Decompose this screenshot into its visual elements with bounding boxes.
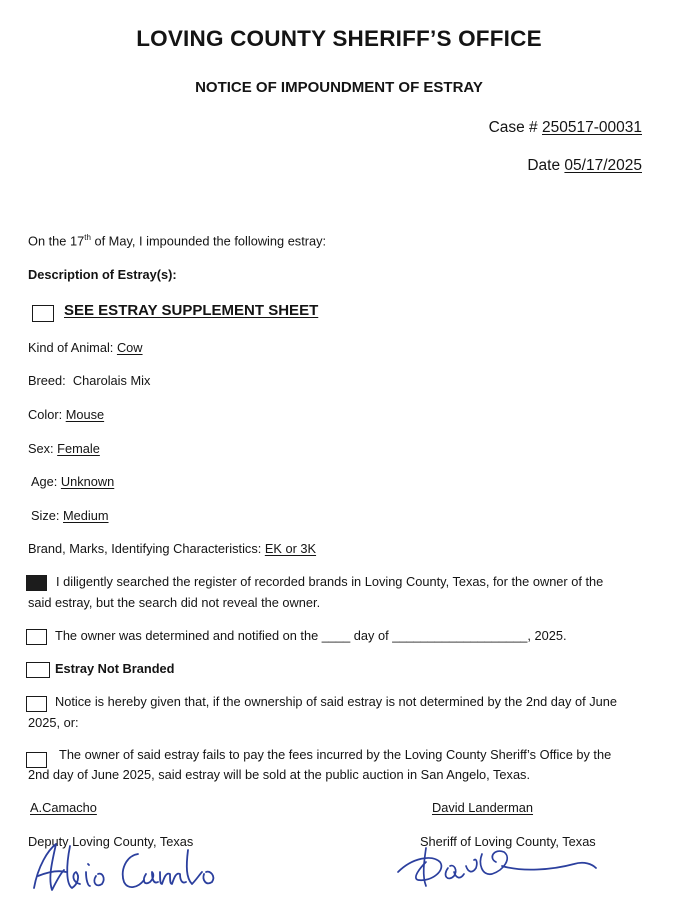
brand-marks <box>28 541 316 556</box>
sheriff-signature <box>392 828 602 896</box>
sex <box>28 441 100 456</box>
deputy-signature <box>26 826 226 906</box>
color-value: Mouse <box>65 407 105 422</box>
breed <box>28 373 150 388</box>
intro-line <box>28 233 326 248</box>
owner-found-text: The owner was determined and notified on the ____ day of ___________________, 2025. <box>55 628 567 643</box>
deputy-name: A.Camacho <box>30 800 97 815</box>
supplement-checkbox[interactable] <box>32 305 54 322</box>
not-branded-text: Estray Not Branded <box>55 661 175 676</box>
brand-value: EK or 3K <box>264 541 317 556</box>
intro-sup: th <box>84 233 91 242</box>
size-label: Size: <box>31 508 60 523</box>
sex-label: Sex: <box>28 441 54 456</box>
sex-value: Female <box>57 441 100 456</box>
color-label: Color: <box>28 407 63 422</box>
case-number-line <box>489 119 642 137</box>
fees-line2: 2nd day of June 2025, said estray will be sold at the public auction in San Angelo, Texas. <box>28 767 531 782</box>
intro-suffix: of May, I impounded the following estray: <box>90 233 327 249</box>
office-title: LOVING COUNTY SHERIFF’S OFFICE <box>136 26 542 51</box>
kind-value: Cow <box>116 340 143 355</box>
owner-found-checkbox[interactable] <box>26 629 47 645</box>
fees-checkbox[interactable] <box>26 752 47 768</box>
sheriff-title: Sheriff of Loving County, Texas <box>420 834 596 849</box>
age <box>31 474 114 489</box>
notice-title: NOTICE OF IMPOUNDMENT OF ESTRAY <box>195 79 483 96</box>
date-line <box>527 157 642 175</box>
searched-line2: said estray, but the search did not reveal the owner. <box>28 595 321 610</box>
color <box>28 407 104 422</box>
intro-prefix: On the 17 <box>28 233 85 249</box>
notice-line2: 2025, or: <box>28 715 79 730</box>
sheriff-name: David Landerman <box>432 800 534 815</box>
case-label: Case # <box>488 119 538 136</box>
age-value: Unknown <box>60 474 115 489</box>
size-value: Medium <box>63 508 109 523</box>
kind-of-animal <box>28 340 143 355</box>
notice-line1: Notice is hereby given that, if the ownership of said estray is not determined by the 2nd day of June <box>55 694 617 709</box>
breed-value: Charolais Mix <box>72 373 151 388</box>
brand-label: Brand, Marks, Identifying Characteristics: <box>28 541 262 556</box>
kind-label: Kind of Animal: <box>28 340 114 355</box>
date-label: Date <box>527 157 561 174</box>
size <box>31 508 109 523</box>
not-branded-checkbox[interactable] <box>26 662 50 678</box>
date-value: 05/17/2025 <box>564 157 642 174</box>
age-label: Age: <box>31 474 58 489</box>
fees-line1: The owner of said estray fails to pay the fees incurred by the Loving County Sheriff’s Office by the <box>59 747 612 762</box>
case-number: 250517-00031 <box>542 119 642 136</box>
searched-checkbox[interactable] <box>26 575 47 591</box>
searched-line1: I diligently searched the register of recorded brands in Loving County, Texas, for the owner of the <box>56 574 604 589</box>
breed-label: Breed: <box>28 373 66 388</box>
description-heading: Description of Estray(s): <box>28 267 177 282</box>
deputy-title: Deputy Loving County, Texas <box>28 834 194 849</box>
supplement-label: SEE ESTRAY SUPPLEMENT SHEET <box>64 302 319 319</box>
notice-checkbox[interactable] <box>26 696 47 712</box>
